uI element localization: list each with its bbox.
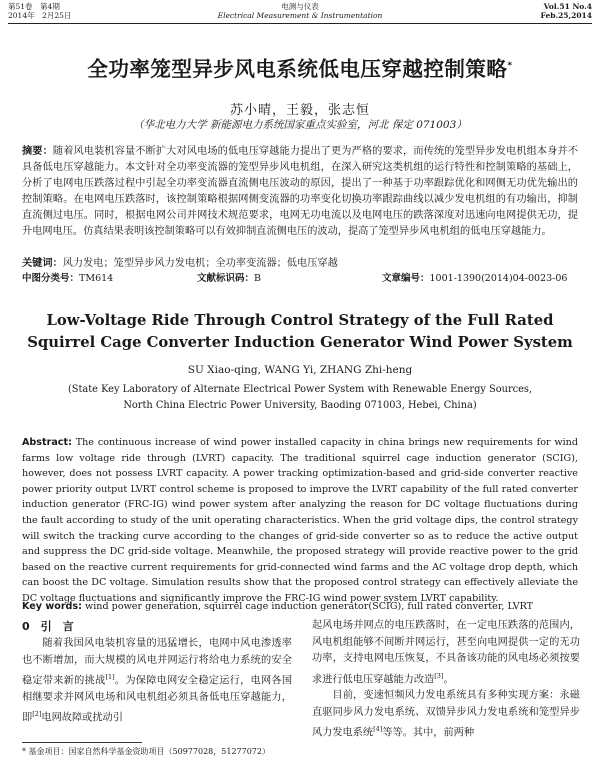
header-journal-name: 电测与仪表 Electrical Measurement & Instrumentation [217,2,383,20]
clc-number: 中图分类号：TM614 [22,273,114,284]
abstract-en-text: The continuous increase of wind power installed capacity in china brings new requirements for wind farms low voltage ride through (LVRT) capacity. The traditional squirrel cage induction generator (SCIG), however, does not possess LVRT capacity. A power tracking optimization-based and grid-side converter reactive power priority output LVRT control scheme is proposed to improve the LVRT capability of the full rated converter induction generator (FRC-IG) wind power system after analyzing the reason for DC voltage fluctuations during the fault according to study of the unit operating characteristics. When the grid voltage dips, the control strategy will switch the tracking curve according to the changes of grid-side converter so as to reduce the active output and suppress the DC grid-side voltage. Meanwhile, the proposed strategy will provide reactive power to the grid based on the reactive current requirements for grid-connected wind farms and the AC voltage drop depth, which can boost the DC voltage. Simulation results show that the proposed control strategy can effectively alleviate the DC voltage fluctuations and significantly improve the FRC-IG wind power system LVRT capability. [22,437,578,604]
abstract-chinese [22,144,578,239]
abstract-zh-label: 摘要： [22,146,53,157]
abstract-zh-text: 随着风电装机容量不断扩大对风电场的低电压穿越能力提出了更为严格的要求，而传统的笼型异步发电机组本身并不具备低电压穿越能力。本文针对全功率变流器的笼型异步风电机组，在深入研究这类机组的运行特性和控制策略的基础上，分析了电网电压跌落过程中引起全功率变流器直流侧电压波动的原因，提出了一种基于功率跟踪优化和网侧无功优先输出的控制策略。在电网电压跌落时，该控制策略根据网侧变流器的功率变化切换功率跟踪曲线以减少发电机组的有功输出，抑制直流侧过电压。同时，根据电网公司并网技术规范要求，电网无功电流以及电网电压的跌落深度对迅速向电网提供无功，提升电网电压。仿真结果表明该控制策略可以有效抑制直流侧电压的波动，提高了笼型异步风电机组的低电压穿越能力。 [22,146,579,237]
keywords-en-label: Key words: [22,601,82,612]
header-issue-info: Vol.51 No.4 Feb.25,2014 [540,2,592,20]
title-chinese: 全功率笼型异步风电系统低电压穿越控制策略* [87,57,513,81]
intro-left-column: 随着我国风电装机容量的迅猛增长，电网中风电渗透率也不断增加，而大规模的风电并网运行将给电力系统的安全稳定带来新的挑战[1]。为保障电网安全稳定运行，电网各国相继要求并网风电场和风电机组必须具备低电压穿越能力，即[2]电网故障或扰动引 [22,638,293,724]
section-heading-introduction: 0 引 言 [22,620,74,633]
keywords-chinese [22,257,578,271]
header-rule [8,23,592,24]
intro-right-column [312,618,580,742]
affiliation-chinese: （华北电力大学 新能源电力系统国家重点实验室，河北 保定 071003） [133,119,467,131]
affiliation-english: (State Key Laboratory of Alternate Electrical Power System with Renewable Energy Sources, North China Electric Power University, Baoding 071003, Hebei, China) [67,384,533,411]
footnote-rule [22,742,142,743]
keywords-english [22,600,578,613]
document-code: 文献标识码：B [197,273,261,284]
header-volume-info: 第51卷 第4期 2014年 2月25日 [8,2,72,20]
title-footnote-mark: * [507,61,513,72]
keywords-zh-label: 关键词： [22,258,63,269]
abstract-english [22,435,578,607]
authors-chinese: 苏小晴，王毅，张志恒 [229,103,370,118]
citation-ref: [4] [373,725,383,734]
keywords-en-text: wind power generation, squirrel cage induction generator(SCIG), full rated converter, LVRT [85,601,534,612]
abstract-en-label: Abstract: [22,437,72,448]
intro-paragraph-2: 目前，变速恒频风力发电系统具有多种实现方案：永磁直驱同步风力发电系统、双馈异步风力发电系统和笼型异步风力发电系统[4]等等。其中，前两种 [312,690,580,739]
title-english: Low-Voltage Ride Through Control Strategy of the Full Rated Squirrel Cage Converter Induction Generator Wind Power System [27,312,573,351]
classification-line [22,273,578,285]
running-header [8,2,592,24]
authors-english: SU Xiao-qing, WANG Yi, ZHANG Zhi-heng [187,364,413,376]
citation-ref: [3] [434,671,444,680]
intro-paragraph-continued: 起风电场并网点的电压跌落时，在一定电压跌落的范围内，风电机组能够不间断并网运行，甚至向电网提供一定的无功功率，支持电网电压恢复，不具备该功能的风电场必须按要求进行低电压穿越能力改造[3]。 [312,620,580,685]
funding-footnote: * 基金项目：国家自然科学基金资助项目（50977028，51277072） [22,747,270,756]
keywords-zh-text: 风力发电；笼型异步风力发电机；全功率变流器；低电压穿越 [62,258,338,269]
citation-ref: [2] [32,710,42,719]
citation-ref: [1] [105,673,115,681]
article-number: 文章编号：1001-1390(2014)04-0023-06 [382,273,568,284]
